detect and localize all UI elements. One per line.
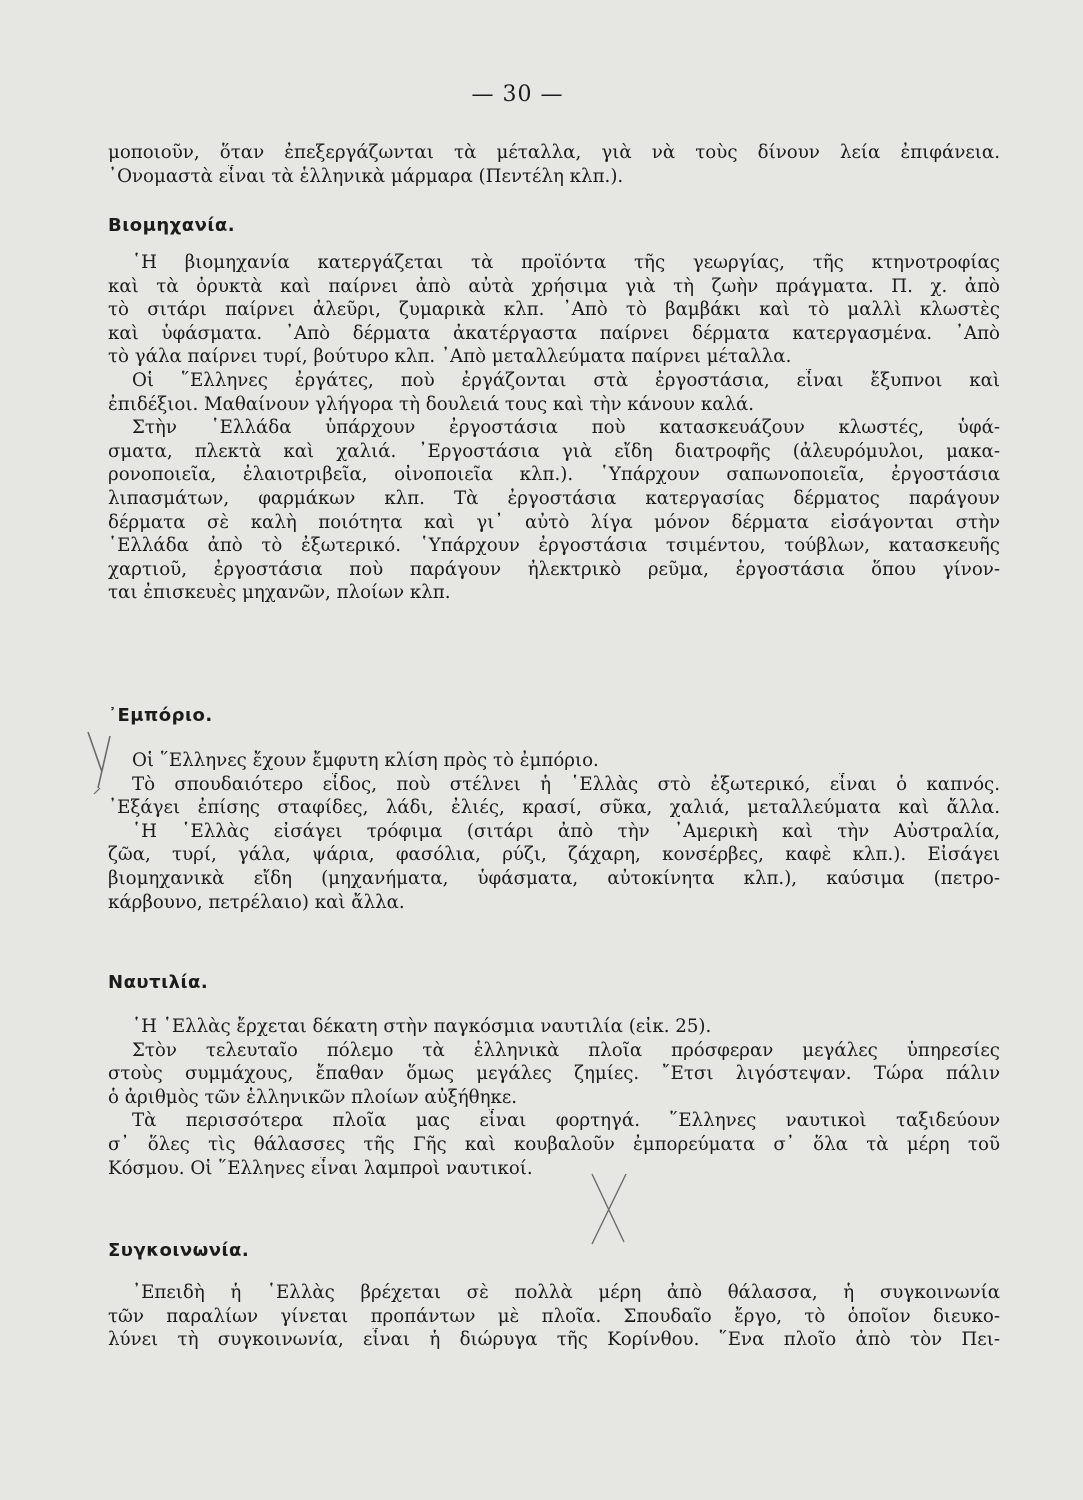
text-line: ᾿Εξάγει ἐπίσης σταφίδες, λάδι, ἐλιές, κρασί, σῦκα, χαλιά, μεταλλεύματα καὶ ἄλλα.	[108, 797, 1000, 819]
text-line: ῾Η βιομηχανία κατεργάζεται τὰ προϊόντα τῆς γεωργίας, τῆς κτηνοτροφίας	[132, 252, 1000, 273]
text-line: ζῶα, τυρί, γάλα, ψάρια, φασόλια, ρύζι, ζάχαρη, κονσέρβες, καφὲ κλπ.). Εἰσάγει	[108, 844, 1000, 866]
section-body-industry	[108, 251, 1000, 605]
text-line: ρονοποιεῖα, ἐλαιοτριβεῖα, οἰνοποιεῖα κλπ.). ῾Υπάρχουν σαπωνοποιεῖα, ἐργοστάσια	[108, 464, 1000, 486]
text-line: κάρβουνο, πετρέλαιο) καὶ ἄλλα.	[108, 891, 405, 913]
text-line: Στὴν ῾Ελλάδα ὑπάρχουν ἐργοστάσια ποὺ κατασκευάζουν κλωστές, ὑφά-	[132, 417, 1000, 439]
text-line: ὁ ἀριθμὸς τῶν ἑλληνικῶν πλοίων αὐξήθηκε.	[108, 1086, 518, 1108]
text-line: Κόσμου. Οἱ ῞Ελληνες εἶναι λαμπροὶ ναυτικοί.	[108, 1157, 533, 1179]
text-line: στοὺς συμμάχους, ἔπαθαν ὅμως μεγάλες ζημίες. ῎Ετσι λιγόστεψαν. Τώρα πάλιν	[108, 1063, 1000, 1085]
text-line: ᾿Επειδὴ ἡ ῾Ελλὰς βρέχεται σὲ πολλὰ μέρη ἀπὸ θάλασσα, ἡ συγκοινωνία	[132, 1282, 1000, 1303]
page-number: — 30 —	[471, 82, 564, 107]
pencil-check-mark-icon	[84, 728, 124, 796]
text-line: ται ἐπισκευὲς μηχανῶν, πλοίων κλπ.	[108, 582, 451, 604]
text-line: τὸ γάλα παίρνει τυρί, βούτυρο κλπ. ᾿Απὸ μεταλλεύματα παίρνει μέταλλα.	[108, 346, 792, 368]
text-line: καὶ ὑφάσματα. ᾿Απὸ δέρματα ἀκατέργαστα παίρνει δέρματα κατεργασμένα. ᾿Απὸ	[108, 322, 1000, 344]
text-line: σ᾿ ὅλες τὶς θάλασσες τῆς Γῆς καὶ κουβαλοῦν ἐμπορεύματα σ᾿ ὅλα τὰ μέρη τοῦ	[108, 1133, 1000, 1155]
text-line: Τὰ περισσότερα πλοῖα μας εἶναι φορτηγά. ῞Ελληνες ναυτικοὶ ταξιδεύουν	[132, 1110, 1000, 1132]
text-line: Τὸ σπουδαιότερο εἶδος, ποὺ στέλνει ἡ ῾Ελλὰς στὸ ἐξωτερικό, εἶναι ὁ καπνός.	[132, 773, 1000, 795]
section-heading-industry: Βιομηχανία.	[108, 215, 236, 236]
text-line: βιομηχανικὰ εἴδη (μηχανήματα, ὑφάσματα, αὐτοκίνητα κλπ.), καύσιμα (πετρο-	[108, 867, 1000, 889]
section-body-commerce	[108, 749, 1000, 914]
section-heading-shipping: Ναυτιλία.	[108, 972, 209, 993]
section-heading-commerce: ᾿Εμπόριο.	[108, 705, 213, 726]
text-line: καὶ τὰ ὀρυκτὰ καὶ παίρνει ἀπὸ αὐτὰ χρήσιμα γιὰ τὴ ζωὴν πράγματα. Π. χ. ἀπὸ	[108, 275, 1000, 297]
paragraph-intro	[108, 141, 1000, 188]
text-line: ῾Η ῾Ελλὰς ἔρχεται δέκατη στὴν παγκόσμια ναυτιλία (εἰκ. 25).	[132, 1016, 712, 1037]
text-line: ῾Ελλάδα ἀπὸ τὸ ἐξωτερικό. ῾Υπάρχουν ἐργοστάσια τσιμέντου, τούβλων, κατασκευῆς	[108, 535, 1000, 557]
text-line: Στὸν τελευταῖο πόλεμο τὰ ἑλληνικὰ πλοῖα πρόσφεραν μεγάλες ὑπηρεσίες	[132, 1039, 1000, 1061]
text-line: Οἱ ῞Ελληνες ἔχουν ἔμφυτη κλίση πρὸς τὸ ἐμπόριο.	[132, 750, 599, 771]
text-line: σματα, πλεκτὰ καὶ χαλιά. ᾿Εργοστάσια γιὰ εἴδη διατροφῆς (ἀλευρόμυλοι, μακα-	[108, 440, 1000, 462]
pencil-cross-mark-icon	[584, 1168, 634, 1250]
text-line: ἐπιδέξιοι. Μαθαίνουν γλήγορα τὴ δουλειά τους καὶ τὴν κάνουν καλά.	[108, 393, 755, 415]
text-line: τῶν παραλίων γίνεται προπάντων μὲ πλοῖα. Σπουδαῖο ἔργο, τὸ ὁποῖον διευκο-	[108, 1305, 1000, 1327]
text-line: λιπασμάτων, φαρμάκων κλπ. Τὰ ἐργοστάσια κατεργασίας δέρματος παράγουν	[108, 487, 1000, 509]
text-line: λύνει τὴ συγκοινωνία, εἶναι ἡ διώρυγα τῆς Κορίνθου. ῞Ενα πλοῖο ἀπὸ τὸν Πει-	[108, 1329, 1000, 1351]
section-heading-communication: Συγκοινωνία.	[108, 1240, 250, 1261]
text-line: μοποιοῦν, ὅταν ἐπεξεργάζωνται τὰ μέταλλα, γιὰ νὰ τοὺς δίνουν λεία ἐπιφάνεια.	[108, 142, 1000, 163]
section-body-shipping	[108, 1015, 1000, 1180]
text-line: χαρτιοῦ, ἐργοστάσια ποὺ παράγουν ἠλεκτρικὸ ρεῦμα, ἐργοστάσια ὅπου γίνον-	[108, 558, 1000, 580]
text-line: δέρματα σὲ καλὴ ποιότητα καὶ γι᾿ αὐτὸ λίγα μόνον δέρματα εἰσάγονται στὴν	[108, 511, 1000, 533]
text-line: Οἱ ῞Ελληνες ἐργάτες, ποὺ ἐργάζονται στὰ ἐργοστάσια, εἶναι ἔξυπνοι καὶ	[132, 369, 1000, 391]
text-line: τὸ σιτάρι παίρνει ἀλεῦρι, ζυμαρικὰ κλπ. ᾿Απὸ τὸ βαμβάκι καὶ τὸ μαλλὶ κλωστὲς	[108, 299, 1000, 321]
text-line: ᾿Ονομαστὰ εἶναι τὰ ἑλληνικὰ μάρμαρα (Πεντέλη κλπ.).	[108, 165, 624, 187]
text-line: ῾Η ῾Ελλὰς εἰσάγει τρόφιμα (σιτάρι ἀπὸ τὴν ᾿Αμερικὴ καὶ τὴν Αὐστραλία,	[132, 820, 1000, 842]
section-body-communication	[108, 1281, 1000, 1352]
